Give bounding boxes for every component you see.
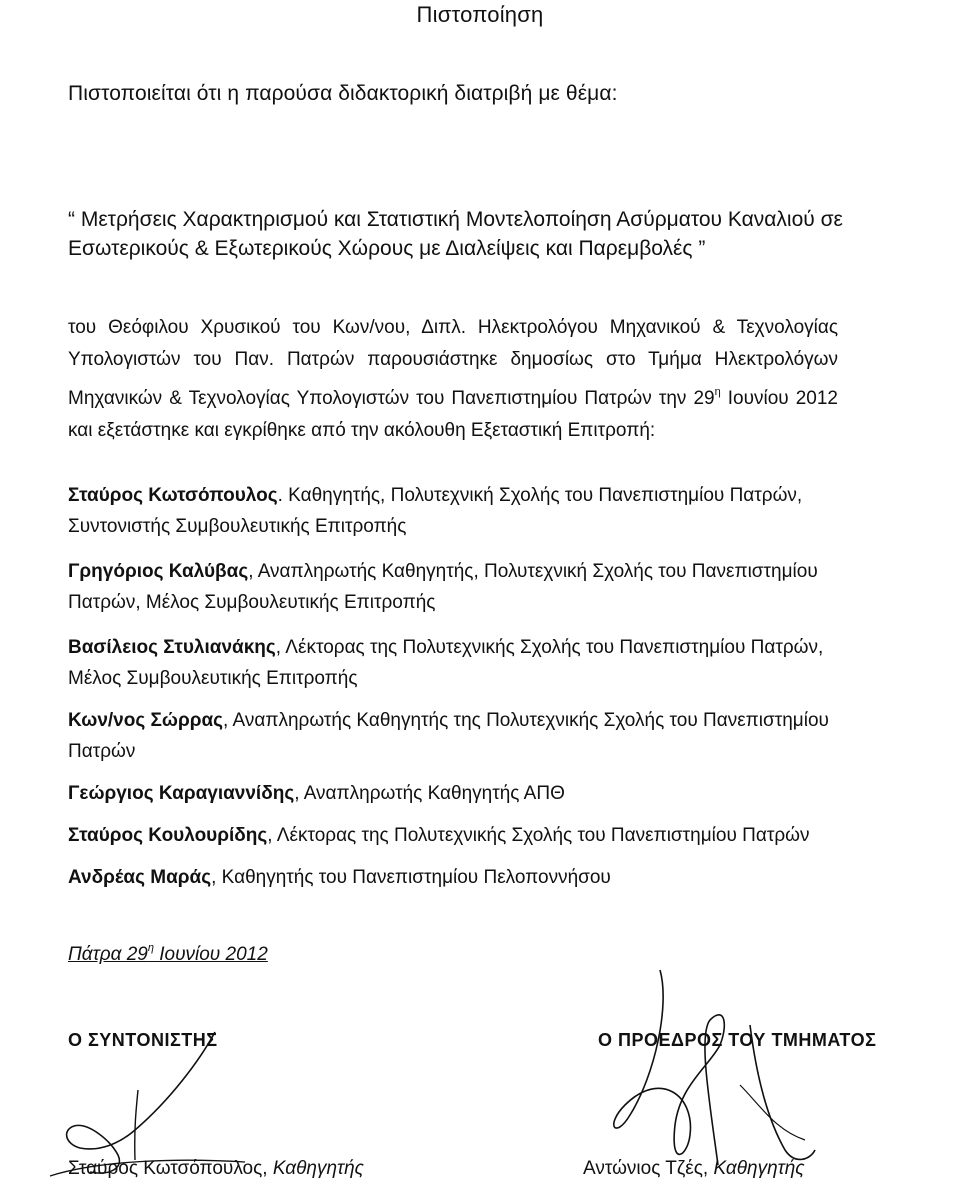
intro-text: Πιστοποιείται ότι η παρούσα διδακτορική διατριβή με θέμα:	[68, 82, 618, 105]
member-role: . Καθηγητής, Πολυτεχνική Σχολής του Πανεπιστημίου Πατρών, Συντονιστής Συμβουλευτικής Επιτροπής	[68, 485, 803, 537]
chair-title: Ο ΠΡΟΕΔΡΟΣ ΤΟΥ ΤΜΗΜΑΤΟΣ	[598, 1030, 877, 1050]
presentation-paragraph	[68, 312, 838, 447]
coordinator-title: Ο ΣΥΝΤΟΝΙΣΤΗΣ	[68, 1030, 218, 1050]
member-name: Ανδρέας Μαράς	[68, 867, 212, 888]
chair-name: Αντώνιος Τζές,	[583, 1158, 714, 1179]
committee-member	[68, 778, 848, 809]
member-role: , Αναπληρωτής Καθηγητής της Πολυτεχνικής Σχολής του Πανεπιστημίου Πατρών	[68, 710, 829, 762]
page-title: Πιστοποίηση	[416, 2, 544, 27]
committee-member	[68, 632, 848, 694]
member-name: Γεώργιος Καραγιαννίδης	[68, 783, 295, 804]
member-name: Κων/νος Σώρρας	[68, 710, 224, 731]
committee-member	[68, 480, 848, 542]
date-part1: Πάτρα 29	[68, 944, 148, 965]
ordinal-suffix: η	[714, 386, 721, 398]
paragraph-text-part1: του Θεόφιλου Χρυσικού του Κων/νου, Διπλ. Ηλεκτρολόγου Μηχανικού & Τεχνολογίας Υπολογιστών του Παν. Πατρών παρουσιάστηκε δημοσίως στο Τμήμα Ηλεκτρολόγων Μηχανικών & Τεχνολογίας Υπολογιστών του Πανεπιστημίου Πατρών την 29	[68, 317, 838, 409]
chair-role: Καθηγητής	[713, 1158, 805, 1179]
member-role: , Καθηγητής του Πανεπιστημίου Πελοποννήσου	[211, 867, 611, 888]
member-name: Σταύρος Κωτσόπουλος	[68, 485, 278, 506]
member-role: , Λέκτορας της Πολυτεχνικής Σχολής του Πανεπιστημίου Πατρών	[267, 825, 810, 846]
date-part2: Ιουνίου 2012	[153, 944, 268, 965]
document-date	[68, 942, 268, 966]
committee-member	[68, 820, 848, 851]
chair-signature	[600, 965, 830, 1185]
date-ordinal-suffix: η	[147, 942, 154, 954]
thesis-title: “ Μετρήσεις Χαρακτηρισμού και Στατιστική Μοντελοποίηση Ασύρματου Καναλιού σε Εσωτερικούς & Εξωτερικούς Χώρους με Διαλείψεις και Παρεμβολές ”	[68, 208, 843, 260]
member-name: Σταύρος Κουλουρίδης	[68, 825, 268, 846]
committee-member	[68, 705, 848, 767]
coordinator-role: Καθηγητής	[272, 1158, 364, 1179]
member-role: , Αναπληρωτής Καθηγητής, Πολυτεχνική Σχολής του Πανεπιστημίου Πατρών, Μέλος Συμβουλευτικής Επιτροπής	[68, 561, 818, 613]
coordinator-name: Σταύρος Κωτσόπουλος,	[68, 1158, 273, 1179]
chair-signatory	[583, 1158, 805, 1180]
member-name: Βασίλειος Στυλιανάκης	[68, 637, 276, 658]
member-name: Γρηγόριος Καλύβας	[68, 561, 249, 582]
member-role: , Λέκτορας της Πολυτεχνικής Σχολής του Πανεπιστημίου Πατρών, Μέλος Συμβουλευτικής Επιτροπής	[68, 637, 824, 689]
committee-member	[68, 556, 848, 618]
member-role: , Αναπληρωτής Καθηγητής ΑΠΘ	[294, 783, 565, 804]
committee-member	[68, 862, 848, 893]
coordinator-signatory	[68, 1158, 364, 1180]
paragraph-text-part2: Ιουνίου 2012 και εξετάστηκε και εγκρίθηκε από την ακόλουθη Εξεταστική Επιτροπή:	[68, 388, 838, 441]
